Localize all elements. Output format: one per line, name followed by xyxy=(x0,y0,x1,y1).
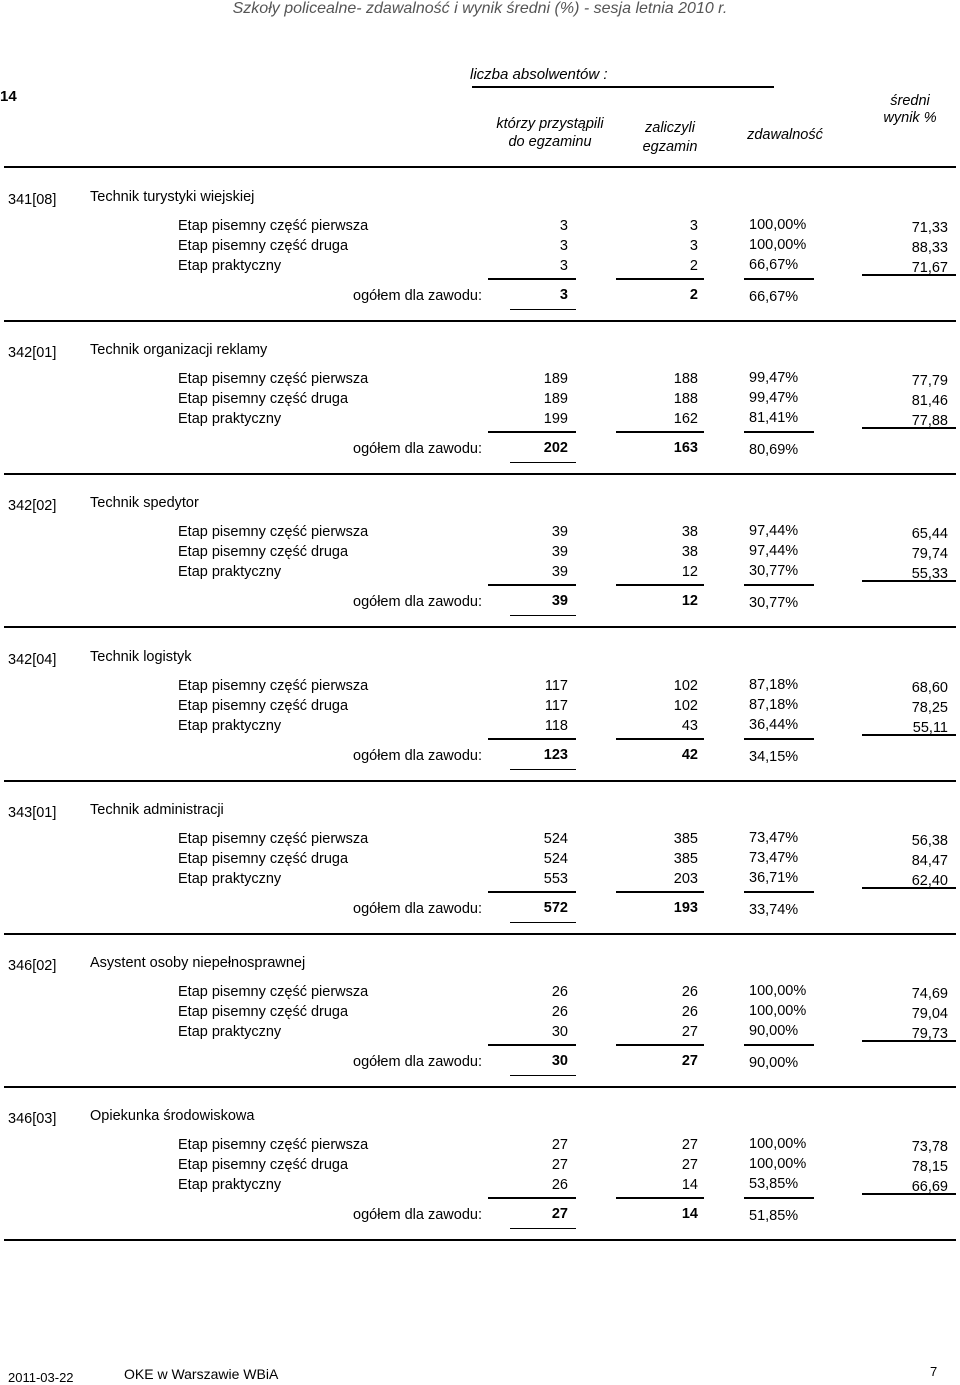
zdawalnosc-cell: 100,00% xyxy=(749,1136,807,1152)
col-sredni-line2: wynik % xyxy=(883,110,937,126)
zdawalnosc-cell: 100,00% xyxy=(749,237,807,253)
wynik-cell: 74,69 xyxy=(911,986,948,1002)
total-rule-przystapili xyxy=(510,462,576,463)
total-zdawalnosc: 34,15% xyxy=(749,749,799,765)
zdawalnosc-cell: 99,47% xyxy=(749,390,799,406)
footer-org: OKE w Warszawie WBiA xyxy=(124,1366,279,1382)
wynik-cell: 79,73 xyxy=(911,1026,948,1042)
zdawalnosc-cell: 100,00% xyxy=(749,1003,807,1019)
zaliczyli-cell: 26 xyxy=(681,984,698,1000)
stage-label: Etap pisemny część pierwsza xyxy=(178,1137,369,1153)
zaliczyli-cell: 385 xyxy=(673,831,698,847)
page-label: 14 xyxy=(0,88,17,105)
total-rule-przystapili xyxy=(510,922,576,923)
stage-label: Etap pisemny część druga xyxy=(178,1157,349,1173)
przystapili-cell: 30 xyxy=(551,1024,568,1040)
stage-label: Etap praktyczny xyxy=(178,258,282,274)
wynik-cell: 84,47 xyxy=(911,853,948,869)
przystapili-cell: 553 xyxy=(543,871,568,887)
przystapili-cell: 117 xyxy=(544,678,568,694)
zdawalnosc-cell: 81,41% xyxy=(749,410,799,426)
wynik-cell: 79,74 xyxy=(911,546,948,562)
total-rule-przystapili xyxy=(510,615,576,616)
row-rule-przystapili xyxy=(488,738,576,740)
row-rule-zaliczyli xyxy=(616,1197,704,1199)
zaliczyli-cell: 12 xyxy=(681,564,698,580)
row-rule-przystapili xyxy=(488,584,576,586)
przystapili-cell: 3 xyxy=(559,218,568,234)
row-rule-przystapili xyxy=(488,431,576,433)
section-separator xyxy=(4,780,956,782)
total-zdawalnosc: 51,85% xyxy=(749,1208,799,1224)
profession-name: Opiekunka środowiskowa xyxy=(90,1108,255,1124)
stage-label: Etap praktyczny xyxy=(178,1024,282,1040)
total-label: ogółem dla zawodu: xyxy=(353,901,482,917)
row-rule-wynik xyxy=(862,274,956,276)
row-rule-wynik xyxy=(862,887,956,889)
profession-name: Technik administracji xyxy=(90,802,224,818)
zdawalnosc-cell: 100,00% xyxy=(749,217,807,233)
profession-name: Asystent osoby niepełnosprawnej xyxy=(90,955,306,971)
row-rule-zdawalnosc xyxy=(744,1197,814,1199)
section-separator xyxy=(4,626,956,628)
zaliczyli-cell: 27 xyxy=(681,1157,698,1173)
zaliczyli-cell: 2 xyxy=(689,258,698,274)
zdawalnosc-cell: 100,00% xyxy=(749,983,807,999)
profession-code: 342[04] xyxy=(8,652,57,668)
row-rule-zdawalnosc xyxy=(744,891,814,893)
zaliczyli-cell: 3 xyxy=(689,218,698,234)
wynik-cell: 66,69 xyxy=(911,1179,948,1195)
row-rule-wynik xyxy=(862,734,956,736)
row-rule-przystapili xyxy=(488,1197,576,1199)
stage-label: Etap pisemny część druga xyxy=(178,544,349,560)
total-przystapili: 30 xyxy=(551,1053,568,1069)
zaliczyli-cell: 3 xyxy=(689,238,698,254)
row-rule-zdawalnosc xyxy=(744,431,814,433)
total-zdawalnosc: 66,67% xyxy=(749,289,799,305)
przystapili-cell: 27 xyxy=(551,1157,568,1173)
profession-name: Technik logistyk xyxy=(90,649,192,665)
total-label: ogółem dla zawodu: xyxy=(353,594,482,610)
row-rule-zdawalnosc xyxy=(744,584,814,586)
przystapili-cell: 39 xyxy=(551,544,568,560)
profession-name: Technik organizacji reklamy xyxy=(90,342,268,358)
przystapili-cell: 189 xyxy=(543,371,568,387)
total-zaliczyli: 42 xyxy=(681,747,698,763)
zdawalnosc-cell: 100,00% xyxy=(749,1156,807,1172)
zaliczyli-cell: 38 xyxy=(681,544,698,560)
profession-code: 342[01] xyxy=(8,345,57,361)
section-separator xyxy=(4,933,956,935)
stage-label: Etap pisemny część druga xyxy=(178,698,349,714)
stage-label: Etap praktyczny xyxy=(178,718,282,734)
total-przystapili: 3 xyxy=(559,287,568,303)
wynik-cell: 65,44 xyxy=(911,526,948,542)
section-separator xyxy=(4,473,956,475)
stage-label: Etap pisemny część pierwsza xyxy=(178,218,369,234)
total-zdawalnosc: 30,77% xyxy=(749,595,799,611)
wynik-cell: 62,40 xyxy=(911,873,948,889)
stage-label: Etap pisemny część druga xyxy=(178,1004,349,1020)
total-przystapili: 27 xyxy=(551,1206,568,1222)
profession-code: 346[02] xyxy=(8,958,57,974)
row-rule-zaliczyli xyxy=(616,278,704,280)
wynik-cell: 77,88 xyxy=(911,413,948,429)
row-rule-przystapili xyxy=(488,891,576,893)
footer-date: 2011-03-22 xyxy=(8,1370,74,1385)
row-rule-zdawalnosc xyxy=(744,278,814,280)
przystapili-cell: 524 xyxy=(543,831,568,847)
zaliczyli-cell: 14 xyxy=(681,1177,698,1193)
stage-label: Etap pisemny część pierwsza xyxy=(178,831,369,847)
wynik-cell: 78,25 xyxy=(911,700,948,716)
stage-label: Etap praktyczny xyxy=(178,871,282,887)
total-zdawalnosc: 80,69% xyxy=(749,442,799,458)
zdawalnosc-cell: 30,77% xyxy=(749,563,799,579)
wynik-cell: 79,04 xyxy=(911,1006,948,1022)
col-przystapili-line2: do egzaminu xyxy=(508,134,592,150)
stage-label: Etap pisemny część pierwsza xyxy=(178,984,369,1000)
row-rule-wynik xyxy=(862,580,956,582)
przystapili-cell: 117 xyxy=(544,698,568,714)
total-label: ogółem dla zawodu: xyxy=(353,1054,482,1070)
row-rule-wynik xyxy=(862,1193,956,1195)
przystapili-cell: 26 xyxy=(551,1004,568,1020)
zaliczyli-cell: 27 xyxy=(681,1137,698,1153)
stage-label: Etap praktyczny xyxy=(178,564,282,580)
profession-code: 341[08] xyxy=(8,192,57,208)
profession-code: 343[01] xyxy=(8,805,57,821)
row-rule-zaliczyli xyxy=(616,891,704,893)
col-zaliczyli-line1: zaliczyli xyxy=(645,120,695,136)
przystapili-cell: 39 xyxy=(551,564,568,580)
total-zaliczyli: 2 xyxy=(689,287,698,303)
stage-label: Etap praktyczny xyxy=(178,411,282,427)
profession-code: 342[02] xyxy=(8,498,57,514)
stage-label: Etap pisemny część druga xyxy=(178,851,349,867)
footer-page-number: 7 xyxy=(930,1364,938,1379)
zaliczyli-cell: 102 xyxy=(673,698,698,714)
total-rule-przystapili xyxy=(510,309,576,310)
wynik-cell: 77,79 xyxy=(911,373,948,389)
zdawalnosc-cell: 73,47% xyxy=(749,830,799,846)
przystapili-cell: 3 xyxy=(559,258,568,274)
stage-label: Etap pisemny część pierwsza xyxy=(178,371,369,387)
row-rule-zaliczyli xyxy=(616,1044,704,1046)
total-zaliczyli: 163 xyxy=(673,440,698,456)
wynik-cell: 71,33 xyxy=(911,220,948,236)
profession-name: Technik turystyki wiejskiej xyxy=(90,189,255,205)
total-przystapili: 572 xyxy=(543,900,568,916)
total-przystapili: 202 xyxy=(543,440,568,456)
row-rule-zdawalnosc xyxy=(744,1044,814,1046)
przystapili-cell: 524 xyxy=(543,851,568,867)
zaliczyli-cell: 385 xyxy=(673,851,698,867)
total-zaliczyli: 193 xyxy=(673,900,698,916)
col-zaliczyli-line2: egzamin xyxy=(642,139,698,155)
page-title: Szkoły policealne- zdawalność i wynik średni (%) - sesja letnia 2010 r. xyxy=(232,0,728,17)
row-rule-zaliczyli xyxy=(616,431,704,433)
przystapili-cell: 118 xyxy=(544,718,568,734)
col-zdawalnosc: zdawalność xyxy=(747,127,823,143)
przystapili-cell: 199 xyxy=(543,411,568,427)
zaliczyli-cell: 102 xyxy=(673,678,698,694)
zdawalnosc-cell: 53,85% xyxy=(749,1176,799,1192)
row-rule-przystapili xyxy=(488,278,576,280)
total-zdawalnosc: 33,74% xyxy=(749,902,799,918)
section-separator xyxy=(4,1239,956,1241)
zdawalnosc-cell: 99,47% xyxy=(749,370,799,386)
przystapili-cell: 189 xyxy=(543,391,568,407)
zdawalnosc-cell: 97,44% xyxy=(749,543,799,559)
zdawalnosc-cell: 36,44% xyxy=(749,717,799,733)
total-przystapili: 123 xyxy=(543,747,568,763)
stage-label: Etap praktyczny xyxy=(178,1177,282,1193)
stage-label: Etap pisemny część pierwsza xyxy=(178,524,369,540)
stage-label: Etap pisemny część druga xyxy=(178,238,349,254)
wynik-cell: 81,46 xyxy=(911,393,948,409)
przystapili-cell: 26 xyxy=(551,984,568,1000)
wynik-cell: 73,78 xyxy=(911,1139,948,1155)
profession-name: Technik spedytor xyxy=(90,495,199,511)
profession-code: 346[03] xyxy=(8,1111,57,1127)
wynik-cell: 55,11 xyxy=(912,720,948,736)
col-sredni-line1: średni xyxy=(890,93,930,109)
section-separator xyxy=(4,1086,956,1088)
zaliczyli-cell: 38 xyxy=(681,524,698,540)
przystapili-cell: 26 xyxy=(551,1177,568,1193)
wynik-cell: 88,33 xyxy=(911,240,948,256)
zdawalnosc-cell: 36,71% xyxy=(749,870,799,886)
przystapili-cell: 39 xyxy=(551,524,568,540)
total-rule-przystapili xyxy=(510,1075,576,1076)
wynik-cell: 56,38 xyxy=(911,833,948,849)
total-zaliczyli: 12 xyxy=(681,593,698,609)
zaliczyli-cell: 162 xyxy=(673,411,698,427)
zaliczyli-cell: 26 xyxy=(681,1004,698,1020)
zdawalnosc-cell: 97,44% xyxy=(749,523,799,539)
header-underline xyxy=(472,86,774,88)
stage-label: Etap pisemny część druga xyxy=(178,391,349,407)
zaliczyli-cell: 43 xyxy=(681,718,698,734)
przystapili-cell: 27 xyxy=(551,1137,568,1153)
total-przystapili: 39 xyxy=(551,593,568,609)
zdawalnosc-cell: 87,18% xyxy=(749,697,799,713)
total-label: ogółem dla zawodu: xyxy=(353,288,482,304)
zaliczyli-cell: 203 xyxy=(673,871,698,887)
przystapili-cell: 3 xyxy=(559,238,568,254)
wynik-cell: 78,15 xyxy=(911,1159,948,1175)
zaliczyli-cell: 188 xyxy=(673,391,698,407)
wynik-cell: 68,60 xyxy=(911,680,948,696)
absolwenci-label: liczba absolwentów : xyxy=(470,66,608,83)
row-rule-wynik xyxy=(862,427,956,429)
zdawalnosc-cell: 73,47% xyxy=(749,850,799,866)
header-bottom-rule xyxy=(4,166,956,168)
total-label: ogółem dla zawodu: xyxy=(353,1207,482,1223)
stage-label: Etap pisemny część pierwsza xyxy=(178,678,369,694)
zaliczyli-cell: 188 xyxy=(673,371,698,387)
total-zdawalnosc: 90,00% xyxy=(749,1055,799,1071)
total-label: ogółem dla zawodu: xyxy=(353,441,482,457)
row-rule-zaliczyli xyxy=(616,584,704,586)
zdawalnosc-cell: 87,18% xyxy=(749,677,799,693)
wynik-cell: 71,67 xyxy=(911,260,948,276)
row-rule-zaliczyli xyxy=(616,738,704,740)
zdawalnosc-cell: 90,00% xyxy=(749,1023,799,1039)
section-separator xyxy=(4,320,956,322)
total-zaliczyli: 14 xyxy=(681,1206,698,1222)
row-rule-przystapili xyxy=(488,1044,576,1046)
zaliczyli-cell: 27 xyxy=(681,1024,698,1040)
col-przystapili-line1: którzy przystąpili xyxy=(496,116,604,132)
total-label: ogółem dla zawodu: xyxy=(353,748,482,764)
total-zaliczyli: 27 xyxy=(681,1053,698,1069)
row-rule-zdawalnosc xyxy=(744,738,814,740)
row-rule-wynik xyxy=(862,1040,956,1042)
zdawalnosc-cell: 66,67% xyxy=(749,257,799,273)
total-rule-przystapili xyxy=(510,769,576,770)
total-rule-przystapili xyxy=(510,1228,576,1229)
wynik-cell: 55,33 xyxy=(911,566,948,582)
